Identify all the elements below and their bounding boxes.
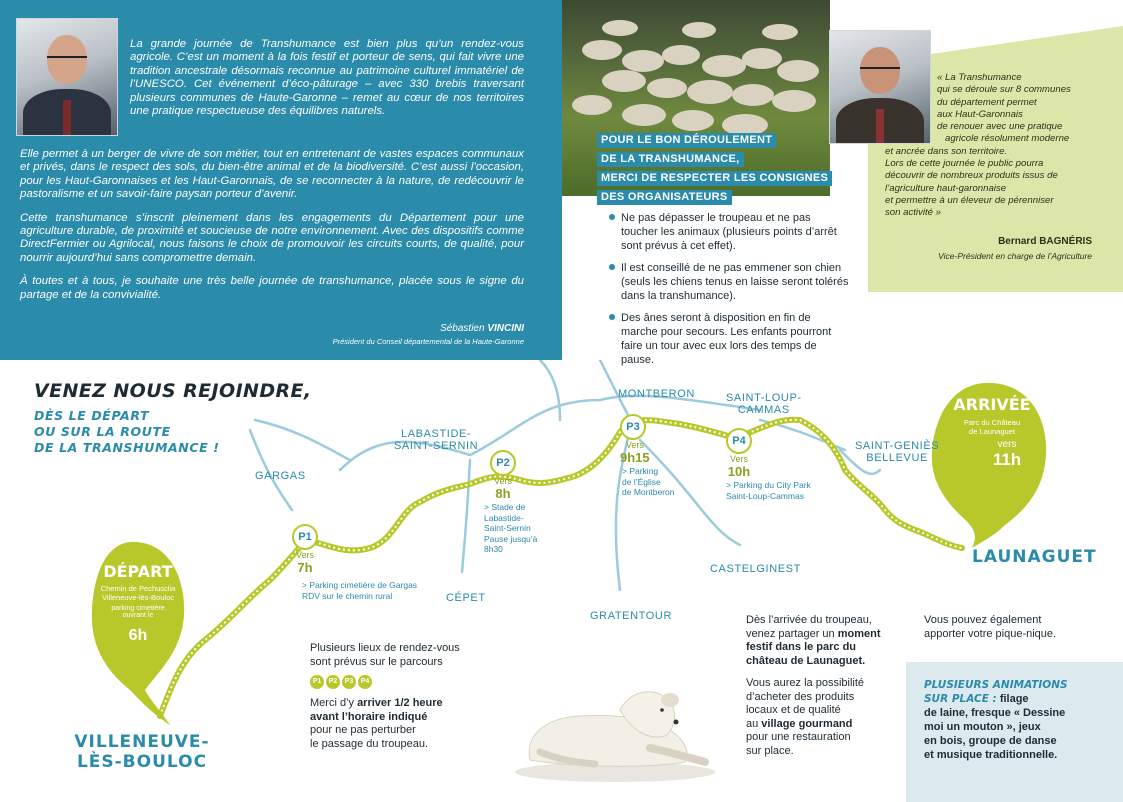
arrive-post-line: pour ne pas perturber	[310, 724, 416, 736]
arrive-bold: arriver 1/2 heure	[357, 697, 443, 709]
destination-town: LAUNAGUET	[972, 547, 1097, 567]
festive-line: Dès l’arrivée du troupeau,	[746, 614, 872, 626]
animations-line: et musique traditionnelle.	[924, 749, 1058, 761]
stop-badge: P4	[726, 428, 752, 454]
picnic-block	[924, 614, 1114, 641]
products-bold: village gourmand	[761, 717, 853, 730]
stop-time: 7h	[297, 560, 313, 575]
animations-title-line	[924, 678, 1114, 692]
arrivee-vers: vers	[997, 439, 1017, 450]
town-labastide	[394, 428, 478, 452]
depart-title: DÉPART	[103, 562, 173, 581]
town-labastide-line: SAINT-SERNIN	[394, 440, 479, 452]
consignes-title-line-2: DE LA TRANSHUMANCE,	[597, 152, 744, 167]
rendezvous-arrive	[310, 697, 490, 711]
animations-line: en bois, groupe de danse	[924, 735, 1057, 747]
consignes-list	[609, 211, 849, 367]
products-line: d’acheter des produits	[746, 690, 855, 703]
stop-info-line: Saint-Loup-Cammas	[726, 490, 804, 501]
intro-paragraph-3: Cette transhumance s’inscrit pleinement dans les engagements du Département pour une agriculture durable, de proximité et soucieuse de notre environnement. Avec des dispositifs comme DirectFermier ou Agrilocal, nous faisons le choix de promouvoir les circuits courts, de qualité, pour nourrir aujourd’hui sans compromettre demain.	[20, 211, 524, 264]
stop-badge: P2	[490, 450, 516, 476]
town-montberon: MONTBERON	[618, 388, 695, 400]
stop-time: 9h15	[620, 450, 650, 465]
vp-first-name: Bernard	[998, 236, 1040, 247]
stop-info-line: Pause jusqu’à	[484, 533, 538, 544]
quote-line: aux Haut-Garonnais	[937, 108, 1023, 120]
depart-parking-line: parking cimetière	[111, 605, 165, 612]
origin-town	[62, 732, 222, 772]
festive-line2-pre: venez partager un	[746, 627, 838, 640]
animations-title-line	[924, 692, 1114, 706]
picnic-line: Vous pouvez également	[924, 614, 1042, 626]
stop-vers: Vers	[493, 476, 512, 486]
depart-label	[92, 562, 184, 645]
rendezvous-intro-line: Plusieurs lieux de rendez-vous	[310, 642, 460, 654]
consignes-title	[597, 130, 861, 206]
animations-text	[924, 678, 1114, 762]
president-last-name: VINCINI	[487, 323, 524, 334]
stop-vers: Vers	[625, 440, 644, 450]
consignes-block	[597, 130, 861, 375]
stop-info-line: 8h30	[484, 544, 503, 554]
stop-p3	[620, 414, 650, 465]
quote-line: découvrir de nombreux produits issus de	[885, 170, 1058, 182]
stop-p1-info	[302, 580, 417, 601]
stop-info-line: > Parking cimetière de Gargas	[302, 580, 418, 590]
mini-badge: P4	[358, 675, 372, 689]
arrivee-place-line: Parc du Château	[963, 418, 1021, 427]
animations-line: moi un mouton », jeux	[924, 721, 1041, 733]
stop-badge: P3	[620, 414, 646, 440]
patou-dog-illustration	[500, 640, 720, 790]
stop-info-line: de l’Église	[622, 476, 661, 487]
depart-time: 6h	[128, 627, 148, 644]
town-saintgenies-line: BELLEVUE	[866, 452, 928, 464]
town-saintgenies	[855, 440, 939, 464]
mini-badge: P3	[342, 675, 356, 689]
origin-town-line: LÈS-BOULOC	[76, 752, 208, 772]
mini-badge: P2	[326, 675, 340, 689]
consigne-item: Ne pas dépasser le troupeau et ne pas toucher les animaux (plusieurs points d’arrêt sont prévus à cet effet).	[609, 211, 849, 253]
town-saintgenies-line: SAINT-GENIÈS	[855, 440, 940, 452]
town-saintloup-line: CAMMAS	[737, 404, 790, 416]
president-signature	[224, 323, 524, 334]
arrive-post-line: le passage du troupeau.	[310, 737, 429, 750]
quote-line: Lors de cette journée le public pourra	[885, 158, 1044, 170]
town-gargas: GARGAS	[255, 470, 306, 482]
stop-info-line: RDV sur le chemin rural	[302, 590, 393, 601]
stop-info-line: > Parking	[622, 466, 659, 476]
mini-badge: P1	[310, 675, 324, 689]
stop-info-line: de Montberon	[622, 487, 675, 497]
consignes-title-line-3: MERCI DE RESPECTER LES CONSIGNES	[597, 171, 832, 186]
vice-president-title: Vice-Président en charge de l’Agriculture	[938, 251, 1092, 261]
consigne-item: Il est conseillé de ne pas emmener son chien (seuls les chiens tenus en laisse seront tolérés dans la transhumance).	[609, 261, 849, 303]
arrivee-title: ARRIVÉE	[953, 395, 1031, 414]
quote-line: et ancrée dans son territoire.	[885, 145, 1008, 157]
consignes-title-line-1: POUR LE BON DÉROULEMENT	[597, 133, 776, 148]
animations-title-1: PLUSIEURS ANIMATIONS	[924, 679, 1068, 691]
stop-p2	[490, 450, 516, 501]
animations-first: filage	[996, 693, 1029, 705]
quote-line: du département permet	[937, 96, 1037, 108]
town-saintloup	[726, 392, 802, 416]
consignes-title-line-4: DES ORGANISATEURS	[597, 190, 732, 205]
festive-line2-bold: moment	[837, 627, 881, 640]
depart-address-line: Villeneuve-lès-Bouloc	[102, 593, 174, 602]
arrivee-place-line: de Launaguet	[969, 427, 1015, 436]
stop-p4	[726, 428, 752, 479]
town-saintloup-line: SAINT-LOUP-	[726, 392, 802, 404]
vice-president-quote	[885, 72, 1111, 220]
festive-line: festif dans le parc du	[746, 641, 857, 653]
picnic-line: apporter votre pique-nique.	[924, 627, 1057, 640]
president-message-panel	[0, 0, 562, 360]
quote-line: « La Transhumance	[937, 72, 1022, 83]
arrivee-time: 11h	[992, 450, 1022, 469]
festive-block	[746, 614, 916, 758]
map-subtitle	[34, 408, 220, 456]
stop-time: 10h	[727, 464, 751, 479]
products-bold-pre: au	[746, 717, 762, 730]
products-post-line: pour une restauration	[746, 731, 851, 743]
stop-p3-info	[622, 466, 674, 498]
quote-line: agricole résolument moderne	[945, 133, 1070, 145]
animations-title-2: SUR PLACE :	[924, 693, 997, 705]
stop-info-line: > Stade de	[484, 502, 526, 512]
stop-info-line: > Parking du City Park	[726, 480, 811, 490]
stop-info-line: Labastide-	[484, 512, 524, 523]
depart-address-line: Chemin de Pechusclia	[100, 584, 176, 593]
map-subtitle-line: OU SUR LA ROUTE	[34, 424, 171, 439]
products-line: Vous aurez la possibilité	[746, 677, 865, 689]
rendezvous-block	[310, 642, 490, 751]
road-gargas-2	[255, 420, 350, 460]
road-cepet	[462, 460, 470, 572]
products-line	[746, 718, 916, 732]
town-castelginest: CASTELGINEST	[710, 563, 801, 575]
arrivee-label	[942, 395, 1042, 470]
stop-info-line: Saint-Sernin	[484, 523, 531, 533]
town-labastide-line: LABASTIDE-	[401, 428, 472, 440]
stop-vers: Vers	[729, 454, 748, 464]
president-message	[130, 38, 524, 128]
products-post-line: sur place.	[746, 744, 794, 757]
town-gratentour: GRATENTOUR	[590, 610, 672, 622]
intro-paragraph-2: Elle permet à un berger de vivre de son métier, tout en entretenant de vastes espaces communaux et privés, dans le respect des sols, du bien-être animal et de la biodiversité. C’est aussi l’occasion, pour les Haut-Garonnaises et les Haut-Garonnais, de se reconnecter à la nature, de redécouvrir le pastoralisme et un savoir-faire paysan porteur d’avenir.	[20, 148, 524, 201]
map-subtitle-line: DE LA TRANSHUMANCE !	[34, 440, 220, 455]
depart-parking-line: ouvrant le	[122, 612, 154, 619]
president-title: Président du Conseil départemental de la Haute-Garonne	[332, 337, 524, 346]
stop-p2-info	[484, 502, 537, 555]
festive-line	[746, 628, 916, 642]
consigne-item: Des ânes seront à disposition en fin de marche pour secours. Les enfants pourront faire un tour avec eux lors des temps de pause.	[609, 311, 849, 367]
map-subtitle-line: DÈS LE DÉPART	[34, 408, 150, 423]
festive-line: château de Launaguet.	[746, 654, 866, 667]
quote-line: et permettre à un éleveur de pérenniser	[885, 194, 1054, 206]
rendezvous-intro-line: sont prévus sur le parcours	[310, 655, 443, 668]
origin-town-line: VILLENEUVE-	[74, 732, 210, 752]
president-first-name: Sébastien	[440, 323, 488, 334]
president-portrait	[16, 18, 118, 136]
arrive-bold2: avant l’horaire indiqué	[310, 710, 428, 723]
rendezvous-badges	[310, 674, 490, 689]
quote-line: son activité »	[885, 207, 941, 219]
vice-president-signature	[900, 236, 1092, 247]
town-cepet: CÉPET	[446, 592, 486, 604]
arrive-pre: Merci d’y	[310, 697, 358, 709]
stop-badge: P1	[292, 524, 318, 550]
president-message-continued	[20, 148, 524, 312]
quote-line: l’agriculture haut-garonnaise	[885, 182, 1007, 194]
intro-paragraph-4: À toutes et à tous, je souhaite une très belle journée de transhumance, placée sous le signe du partage et de la convivialité.	[20, 275, 524, 301]
vp-last-name: BAGNÉRIS	[1039, 236, 1092, 247]
stop-time: 8h	[495, 486, 511, 501]
map-title: VENEZ NOUS REJOINDRE,	[34, 380, 312, 402]
intro-paragraph-1: La grande journée de Transhumance est bien plus qu’un rendez-vous agricole. C’est un moment à la fois festif et porteur de sens, qui fait vivre une tradition ancestrale désormais reconnue au patrimoine culturel immatériel de l’UNESCO. Cet événement d’éco-pâturage – avec 330 brebis traversant plusieurs communes de Haute-Garonne – remet au cœur de nos territoires une pratique respectueuse des équilibres naturels.	[130, 38, 524, 118]
stop-vers: Vers	[295, 550, 314, 560]
stop-p4-info	[726, 480, 811, 501]
animations-panel	[906, 662, 1123, 802]
products-line: locaux et de qualité	[746, 704, 841, 716]
quote-line: qui se déroule sur 8 communes	[937, 84, 1071, 96]
stop-p1	[292, 524, 318, 575]
quote-line: de renouer avec une pratique	[937, 121, 1063, 133]
animations-line: de laine, fresque « Dessine	[924, 707, 1066, 719]
